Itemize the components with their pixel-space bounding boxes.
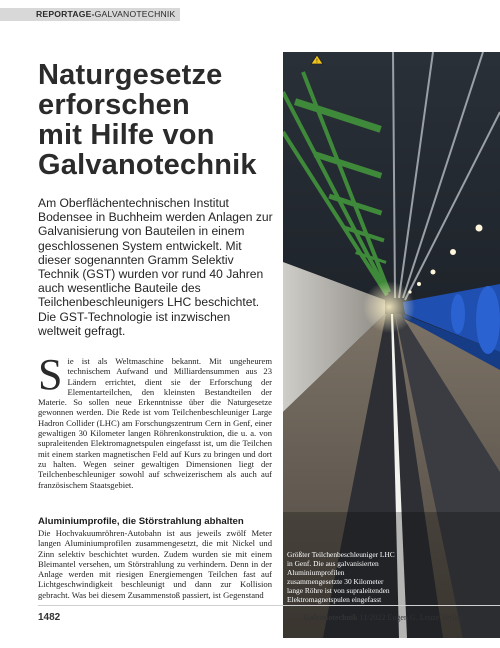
headline-line: Naturgesetze	[38, 59, 223, 91]
subheading: Aluminiumprofile, die Störstrahlung abhalten	[38, 516, 244, 527]
headline-line: erforschen	[38, 89, 190, 121]
rubric-rest: GALVANOTECHNIK	[94, 9, 176, 19]
body-paragraph-2: Die Hochvakuumröhren-Autobahn ist aus jeweils zwölf Meter langen Aluminiumprofilen zusammengesetzt, die mit Nickel und Zinn selektiv beschichtet wurden. Zudem wurden sie mit einem Bleimantel versehen, um Störstrahlung zu verhindern. Denn in der Anlage werden mit riesigen Energiemengen Teilchen fast auf Lichtgeschwindigkeit beschleunigt und dann zur Kollision gebracht. Was bei diesem Zusammenstoß passiert, ist Gegenstand	[38, 528, 272, 600]
rubric-bold: REPORTAGE-	[36, 9, 95, 19]
body-paragraph-1	[38, 350, 272, 490]
page-number: 1482	[38, 612, 61, 623]
article-lead: Am Oberflächentechnischen Institut Bodensee in Buchheim werden Anlagen zur Galvanisierung von Bauteilen in einem geschlossenen System entwickelt. Mit dieser sogenannten Gramm Selektiv Technik (GST) wurden vor rund 40 Jahren auch wesentliche Bauteile des Teilchenbeschleunigers LHC beschichtet. Die GST-Technologie ist inzwischen weltweit gefragt.	[38, 196, 273, 338]
article-headline	[38, 60, 278, 180]
headline-line: mit Hilfe von	[38, 119, 215, 151]
headline-line: Galvanotechnik	[38, 149, 257, 181]
footer-divider	[38, 605, 500, 606]
photo-caption: Größter Teilchenbeschleuniger LHC in Genf. Die aus galvanisierten Aluminiumprofilen zusammengesetzte 30 Kilometer lange Röhre ist von supraleitenden Elektromagnetspulen eingefasst	[287, 550, 395, 604]
section-rubric	[36, 9, 175, 19]
footer-journal	[303, 613, 462, 622]
drop-cap: S	[38, 350, 63, 399]
svg-text:!: !	[315, 58, 319, 65]
journal-name: Galvanotechnik	[303, 613, 358, 622]
body-paragraph-1-text: ie ist als Weltmaschine bekannt. Mit ungeheurem technischem Aufwand und Milliardensummen aus 23 Ländern errichtet, dient sie der Erforschung der Elementarteilchen, den kleinsten Bestandteilen der Materie. So sollen neue Erkenntnisse über die Naturgesetze gewonnen werden. Die Rede ist vom Teilchenbeschleuniger Large Hadron Collider (LHC) am Forschungszentrum Cern in Genf, einer gewaltigen 30 Kilometer langen Röhrenkonstruktion, die u. a. von supraleitenden Elektromagnetspulen eingefasst ist, um die Teilchen mit einem starken magnetischen Feld auf Kurs zu bringen und dort zu halten. Wegen seiner gewaltigen Dimensionen liegt der Teilchenbeschleuniger sowohl auf schweizerischem als auch auf französischem Staatsgebiet.	[38, 356, 272, 490]
issue-publisher: 11/2022 Eugen G. Leuze Verlag	[359, 613, 462, 622]
